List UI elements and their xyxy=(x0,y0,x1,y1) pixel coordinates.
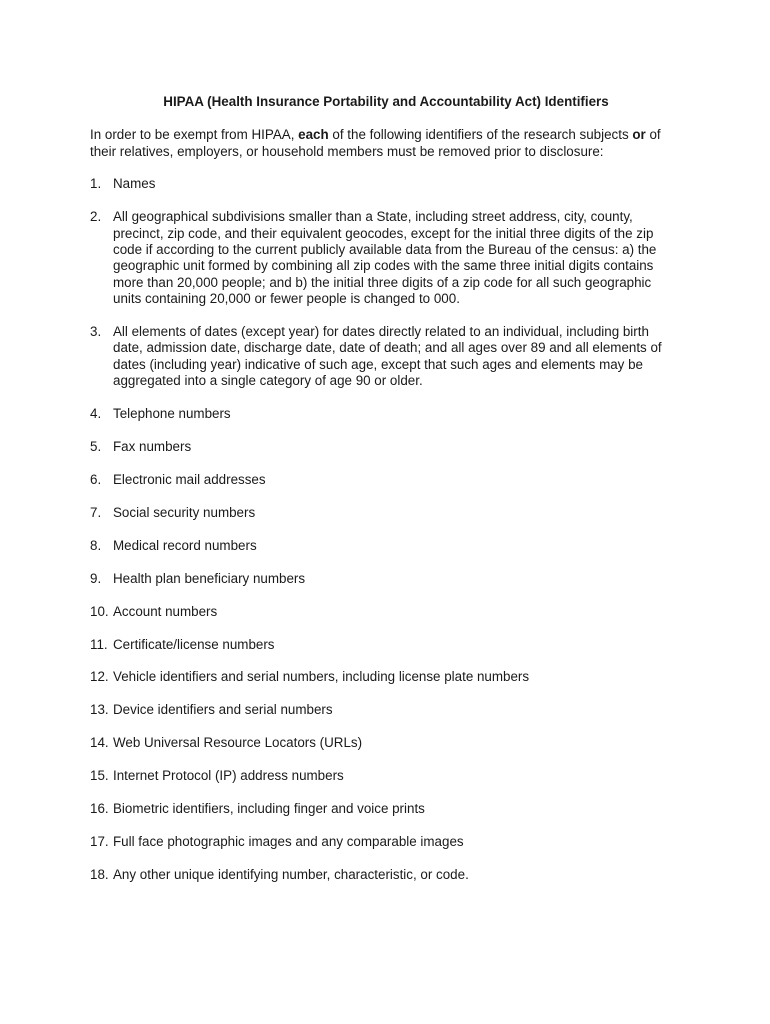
list-item-number: 8. xyxy=(90,537,102,553)
list-item-text: Names xyxy=(113,176,156,192)
intro-paragraph xyxy=(90,127,682,160)
list-item-number: 6. xyxy=(90,472,102,487)
list-item-text: Vehicle identifiers and serial numbers, including license plate numbers xyxy=(113,669,530,685)
document-title: HIPAA (Health Insurance Portability and Accountability Act) Identifiers xyxy=(163,94,609,109)
list-item-number: 13. xyxy=(90,702,109,718)
list-item-number: 12. xyxy=(90,669,109,685)
list-item-text: Account numbers xyxy=(113,603,218,619)
intro-text-1: In order to be exempt from HIPAA, xyxy=(90,127,299,143)
list-item xyxy=(90,669,682,685)
list-item-number: 17. xyxy=(90,833,109,849)
intro-text-2: of the following identifiers of the research subjects xyxy=(328,127,633,143)
list-item-text: All elements of dates (except year) for dates directly related to an individual, including birth date, admission date, discharge date, date of death; and all ages over 89 and all elements of dates (including year) indicative of such age, except that such ages and elements may be aggregated into a single category of age 90 or older. xyxy=(113,324,662,389)
intro-bold-or: or xyxy=(632,127,646,143)
list-item xyxy=(90,324,682,390)
list-item-text: All geographical subdivisions smaller than a State, including street address, city, county, precinct, zip code, and their equivalent geocodes, except for the initial three digits of the zip code if according to the current publicly available data from the Bureau of the census: a) the geographic unit formed by combining all zip codes with the same three initial digits contains more than 20,000 people; and b) the initial three digits of a zip code for all such geographic units containing 20,000 or fewer people is changed to 000. xyxy=(113,209,657,307)
list-item xyxy=(90,637,682,653)
list-item-number: 10. xyxy=(90,603,109,619)
list-item-number: 2. xyxy=(90,209,102,225)
list-item-text: Health plan beneficiary numbers xyxy=(113,570,306,586)
list-item-number: 3. xyxy=(90,324,102,340)
list-item xyxy=(90,571,682,587)
identifier-list xyxy=(90,176,682,883)
list-item xyxy=(90,768,682,784)
list-item xyxy=(90,209,682,307)
list-item-text: Full face photographic images and any comparable images xyxy=(113,833,464,849)
list-item xyxy=(90,406,682,422)
list-item-text: Biometric identifiers, including finger and voice prints xyxy=(113,801,425,817)
list-item-number: 4. xyxy=(90,406,102,422)
list-item-number: 7. xyxy=(90,504,102,520)
list-item xyxy=(90,505,682,521)
list-item xyxy=(90,604,682,620)
intro-text-3: of their relatives, employers, or household members must be removed prior to disclosure: xyxy=(90,127,661,159)
list-item-text: Electronic mail addresses xyxy=(113,472,266,487)
list-item-number: 18. xyxy=(90,866,109,882)
list-item-text: Telephone numbers xyxy=(113,406,231,422)
list-item-text: Certificate/license numbers xyxy=(113,636,275,652)
list-item xyxy=(90,472,682,488)
list-item-number: 5. xyxy=(90,439,102,455)
list-item-number: 9. xyxy=(90,570,102,586)
list-item xyxy=(90,867,682,883)
list-item xyxy=(90,538,682,554)
list-item xyxy=(90,439,682,455)
list-item xyxy=(90,735,682,751)
list-item-text: Social security numbers xyxy=(113,504,256,520)
list-item-text: Any other unique identifying number, characteristic, or code. xyxy=(113,866,469,882)
intro-bold-each: each xyxy=(298,127,329,143)
list-item-text: Internet Protocol (IP) address numbers xyxy=(113,768,344,784)
list-item-number: 1. xyxy=(90,176,102,192)
list-item xyxy=(90,702,682,718)
list-item-number: 14. xyxy=(90,735,109,751)
list-item-text: Fax numbers xyxy=(113,439,192,455)
list-item-text: Device identifiers and serial numbers xyxy=(113,702,333,718)
list-item xyxy=(90,176,682,192)
list-item-number: 15. xyxy=(90,768,109,784)
list-item-text: Medical record numbers xyxy=(113,537,257,553)
list-item xyxy=(90,801,682,817)
list-item xyxy=(90,834,682,850)
list-item-number: 16. xyxy=(90,801,109,817)
document-page xyxy=(90,94,682,900)
list-item-text: Web Universal Resource Locators (URLs) xyxy=(113,735,363,751)
list-item-number: 11. xyxy=(90,636,108,652)
